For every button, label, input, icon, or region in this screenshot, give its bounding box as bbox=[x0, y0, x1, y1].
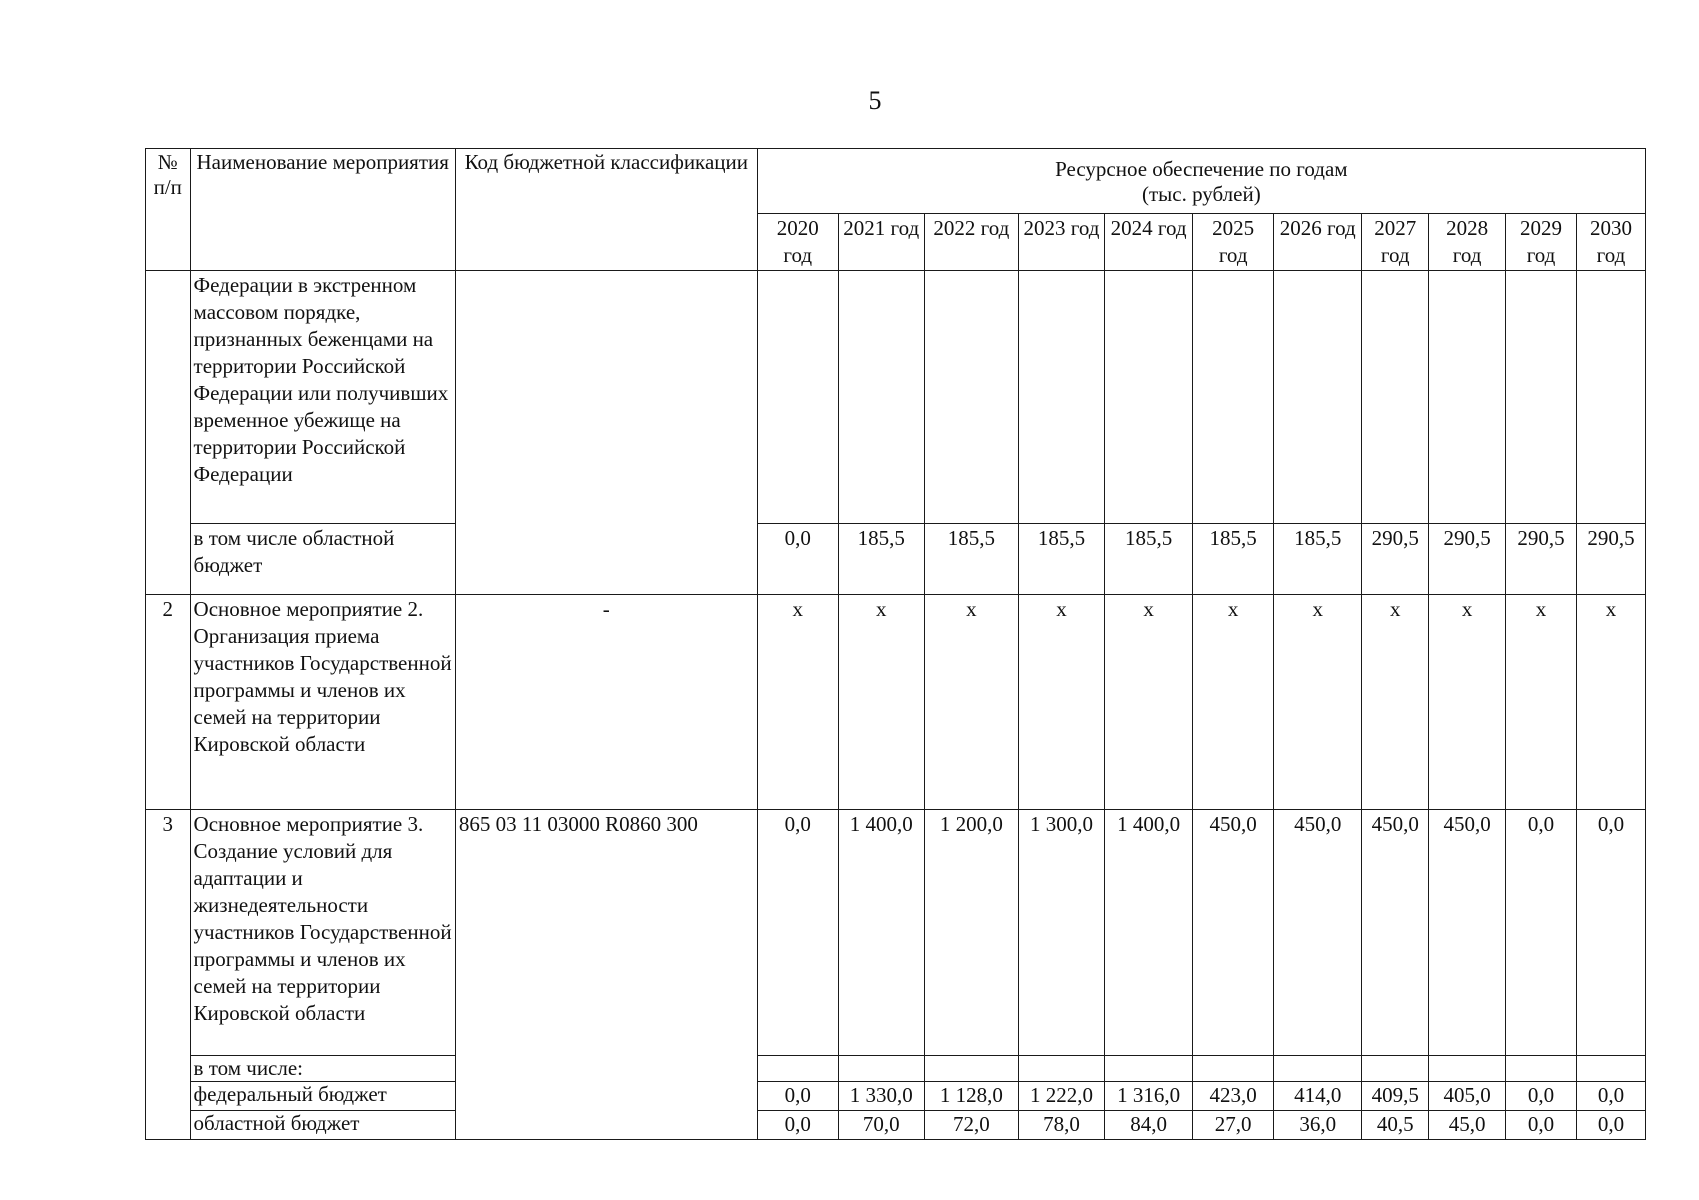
table-row bbox=[146, 524, 1646, 595]
item3-regional-2029: 0,0 bbox=[1506, 1111, 1577, 1140]
item2-2025: x bbox=[1193, 595, 1274, 810]
item2-2028: x bbox=[1429, 595, 1506, 810]
item3-federal-2029: 0,0 bbox=[1506, 1082, 1577, 1111]
budget-table bbox=[145, 148, 1646, 1140]
item2-2030: x bbox=[1576, 595, 1645, 810]
item3-2029: 0,0 bbox=[1506, 810, 1577, 1056]
cont-regional-2020: 0,0 bbox=[757, 524, 838, 595]
item2-2023: x bbox=[1018, 595, 1104, 810]
item3-federal-2030: 0,0 bbox=[1576, 1082, 1645, 1111]
item3-2025: 450,0 bbox=[1193, 810, 1274, 1056]
item3-including-cell bbox=[1193, 1056, 1274, 1082]
item3-federal-2028: 405,0 bbox=[1429, 1082, 1506, 1111]
item3-name: Основное мероприятие 3. Создание условий для адаптации и жизнедеятельности участников Государственной программы и членов их семей на территории Кировской области bbox=[190, 810, 455, 1056]
cont-empty-cell bbox=[1193, 271, 1274, 524]
item3-regional-2027: 40,5 bbox=[1362, 1111, 1429, 1140]
item3-federal-2023: 1 222,0 bbox=[1018, 1082, 1104, 1111]
page-number: 5 bbox=[868, 86, 882, 115]
item3-regional-2028: 45,0 bbox=[1429, 1111, 1506, 1140]
cont-empty-cell bbox=[1018, 271, 1104, 524]
cont-regional-2026: 185,5 bbox=[1274, 524, 1362, 595]
item3-including-cell bbox=[838, 1056, 924, 1082]
item3-regional-2021: 70,0 bbox=[838, 1111, 924, 1140]
cont-empty-cell bbox=[838, 271, 924, 524]
item3-2028: 450,0 bbox=[1429, 810, 1506, 1056]
cont-empty-cell bbox=[924, 271, 1018, 524]
item3-2024: 1 400,0 bbox=[1105, 810, 1193, 1056]
cont-regional-2025: 185,5 bbox=[1193, 524, 1274, 595]
item3-2020: 0,0 bbox=[757, 810, 838, 1056]
item3-regional-2025: 27,0 bbox=[1193, 1111, 1274, 1140]
item3-including-cell bbox=[1506, 1056, 1577, 1082]
item3-regional-label: областной бюджет bbox=[190, 1111, 455, 1140]
cont-regional-2029: 290,5 bbox=[1506, 524, 1577, 595]
cont-name: Федерации в экстренном массовом порядке, признанных беженцами на территории Российской Федерации или получивших временное убежище на территории Российской Федерации bbox=[190, 271, 455, 524]
item2-num: 2 bbox=[146, 595, 191, 810]
year-2025: 2025 год bbox=[1193, 214, 1274, 271]
item3-regional-2026: 36,0 bbox=[1274, 1111, 1362, 1140]
item3-including-cell bbox=[1429, 1056, 1506, 1082]
item3-2023: 1 300,0 bbox=[1018, 810, 1104, 1056]
header-name: Наименование мероприятия bbox=[190, 149, 455, 271]
item3-including-cell bbox=[757, 1056, 838, 1082]
item3-federal-2021: 1 330,0 bbox=[838, 1082, 924, 1111]
item3-federal-2020: 0,0 bbox=[757, 1082, 838, 1111]
item2-name: Основное мероприятие 2. Организация приема участников Государственной программы и членов их семей на территории Кировской области bbox=[190, 595, 455, 810]
cont-num-cell bbox=[146, 271, 191, 595]
item3-2027: 450,0 bbox=[1362, 810, 1429, 1056]
cont-empty-cell bbox=[1576, 271, 1645, 524]
cont-regional-2028: 290,5 bbox=[1429, 524, 1506, 595]
item3-2026: 450,0 bbox=[1274, 810, 1362, 1056]
item3-2030: 0,0 bbox=[1576, 810, 1645, 1056]
item2-2024: x bbox=[1105, 595, 1193, 810]
cont-regional-2021: 185,5 bbox=[838, 524, 924, 595]
item3-including-cell bbox=[1274, 1056, 1362, 1082]
item2-2029: x bbox=[1506, 595, 1577, 810]
year-2028: 2028 год bbox=[1429, 214, 1506, 271]
table-row bbox=[146, 271, 1646, 524]
cont-regional-2024: 185,5 bbox=[1105, 524, 1193, 595]
item3-2022: 1 200,0 bbox=[924, 810, 1018, 1056]
item3-regional-2020: 0,0 bbox=[757, 1111, 838, 1140]
year-2029: 2029 год bbox=[1506, 214, 1577, 271]
item3-including-cell bbox=[924, 1056, 1018, 1082]
item3-including-cell bbox=[1018, 1056, 1104, 1082]
item2-2020: x bbox=[757, 595, 838, 810]
year-2026: 2026 год bbox=[1274, 214, 1362, 271]
item3-regional-2024: 84,0 bbox=[1105, 1111, 1193, 1140]
item3-including-cell bbox=[1576, 1056, 1645, 1082]
header-code: Код бюджетной классификации bbox=[455, 149, 757, 271]
cont-empty-cell bbox=[757, 271, 838, 524]
item3-federal-2025: 423,0 bbox=[1193, 1082, 1274, 1111]
table-row bbox=[146, 1082, 1646, 1111]
cont-empty-cell bbox=[1105, 271, 1193, 524]
table-row bbox=[146, 595, 1646, 810]
item3-federal-2026: 414,0 bbox=[1274, 1082, 1362, 1111]
item2-2027: x bbox=[1362, 595, 1429, 810]
cont-regional-2027: 290,5 bbox=[1362, 524, 1429, 595]
item3-federal-2022: 1 128,0 bbox=[924, 1082, 1018, 1111]
cont-empty-cell bbox=[1362, 271, 1429, 524]
year-2024: 2024 год bbox=[1105, 214, 1193, 271]
item3-federal-2024: 1 316,0 bbox=[1105, 1082, 1193, 1111]
header-resources-unit: (тыс. рублей) bbox=[1141, 182, 1261, 206]
item3-code: 865 03 11 03000 R0860 300 bbox=[455, 810, 757, 1140]
item3-regional-2023: 78,0 bbox=[1018, 1111, 1104, 1140]
year-2020: 2020 год bbox=[757, 214, 838, 271]
cont-regional-2030: 290,5 bbox=[1576, 524, 1645, 595]
cont-regional-2022: 185,5 bbox=[924, 524, 1018, 595]
cont-code-cell bbox=[455, 271, 757, 595]
cont-regional-label: в том числе областной бюджет bbox=[190, 524, 455, 595]
year-2023: 2023 год bbox=[1018, 214, 1104, 271]
header-resources bbox=[757, 149, 1645, 214]
header-resources-title: Ресурсное обеспечение по годам bbox=[1055, 157, 1348, 181]
item3-federal-2027: 409,5 bbox=[1362, 1082, 1429, 1111]
header-num: № п/п bbox=[146, 149, 191, 271]
item3-2021: 1 400,0 bbox=[838, 810, 924, 1056]
item3-including-label: в том числе: bbox=[190, 1056, 455, 1082]
year-2030: 2030 год bbox=[1576, 214, 1645, 271]
item2-2026: x bbox=[1274, 595, 1362, 810]
item3-num: 3 bbox=[146, 810, 191, 1140]
cont-empty-cell bbox=[1429, 271, 1506, 524]
year-2022: 2022 год bbox=[924, 214, 1018, 271]
item3-regional-2030: 0,0 bbox=[1576, 1111, 1645, 1140]
cont-regional-2023: 185,5 bbox=[1018, 524, 1104, 595]
item3-including-cell bbox=[1105, 1056, 1193, 1082]
item2-2022: x bbox=[924, 595, 1018, 810]
year-2027: 2027 год bbox=[1362, 214, 1429, 271]
item2-code: - bbox=[455, 595, 757, 810]
item3-regional-2022: 72,0 bbox=[924, 1111, 1018, 1140]
table-row bbox=[146, 1111, 1646, 1140]
table-row bbox=[146, 810, 1646, 1056]
table-row bbox=[146, 1056, 1646, 1082]
item3-federal-label: федеральный бюджет bbox=[190, 1082, 455, 1111]
cont-empty-cell bbox=[1274, 271, 1362, 524]
item2-2021: x bbox=[838, 595, 924, 810]
header-row bbox=[146, 149, 1646, 214]
year-2021: 2021 год bbox=[838, 214, 924, 271]
cont-empty-cell bbox=[1506, 271, 1577, 524]
item3-including-cell bbox=[1362, 1056, 1429, 1082]
